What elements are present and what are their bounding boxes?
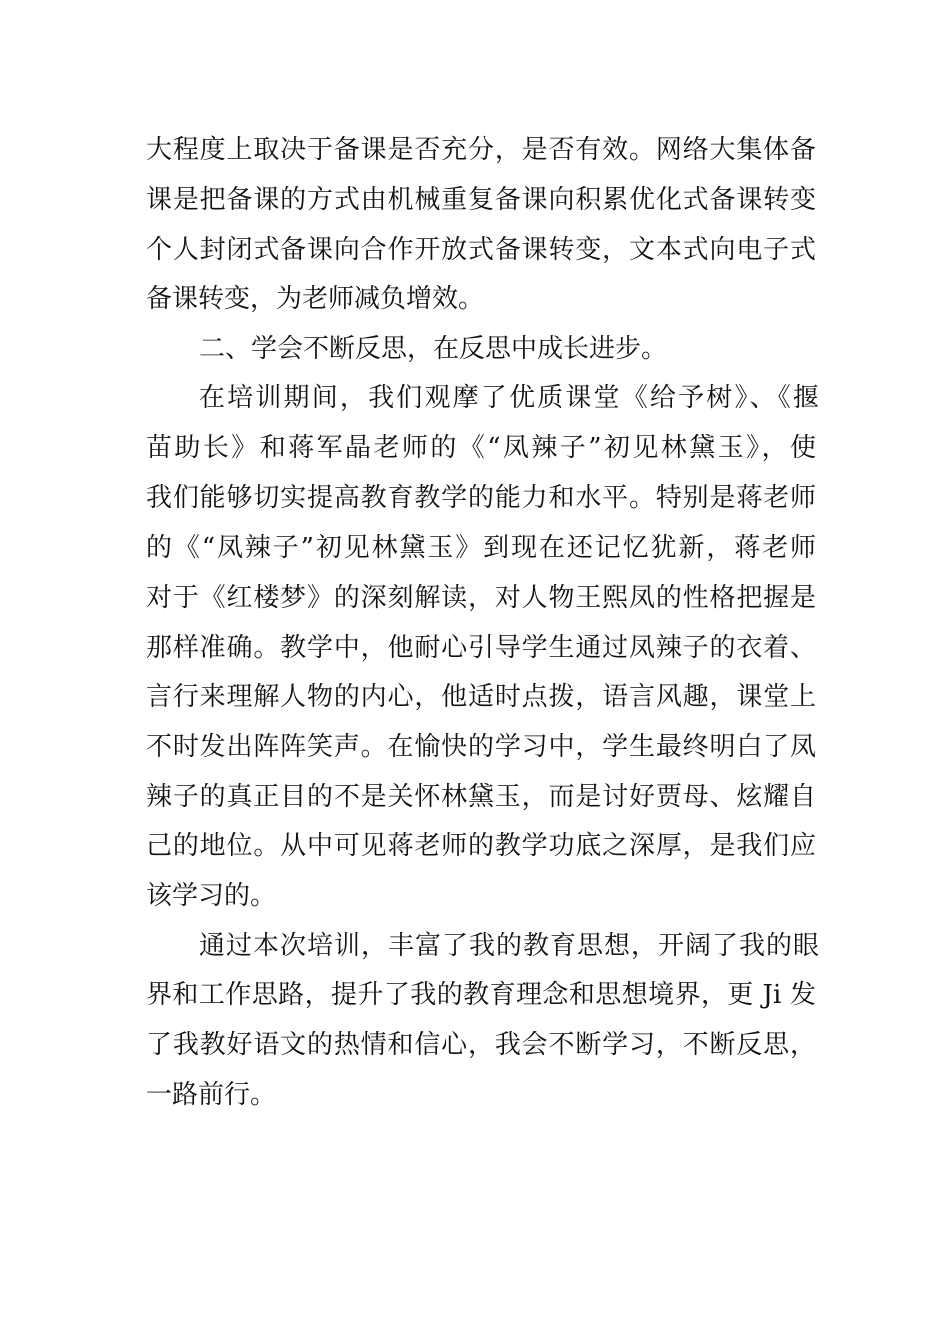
paragraph-3-line-4: 的《“凤辣子”初见林黛玉》到现在还记忆犹新，蒋老师 [146, 533, 816, 563]
paragraph-1-line-4: 备课转变，为老师减负增效。 [146, 284, 485, 314]
paragraph-3-line-11: 该学习的。 [146, 881, 277, 911]
paragraph-3-line-7: 言行来理解人物的内心，他适时点拨，语言风趣，课堂上 [146, 682, 816, 712]
paragraph-4-line-3: 了我教好语文的热情和信心，我会不断学习，不断反思， [146, 1030, 816, 1060]
paragraph-4-line-1: 通过本次培训，丰富了我的教育思想，开阔了我的眼 [199, 931, 819, 961]
paragraph-4-line-2: 界和工作思路，提升了我的教育理念和思想境界，更 Ji 发 [146, 980, 816, 1010]
paragraph-3-line-2: 苗助长》和蒋军晶老师的《“凤辣子”初见林黛玉》，使 [146, 433, 816, 463]
paragraph-3-line-10: 己的地位。从中可见蒋老师的教学功底之深厚，是我们应 [146, 831, 816, 861]
section-heading-2: 二、学会不断反思，在反思中成长进步。 [199, 334, 668, 364]
paragraph-1-line-3: 个人封闭式备课向合作开放式备课转变，文本式向电子式 [146, 235, 816, 265]
paragraph-1-line-1: 大程度上取决于备课是否充分，是否有效。网络大集体备 [146, 135, 816, 165]
paragraph-3-line-9: 辣子的真正目的不是关怀林黛玉，而是讨好贾母、炫耀自 [146, 782, 816, 812]
paragraph-3-line-5: 对于《红楼梦》的深刻解读，对人物王熙凤的性格把握是 [146, 583, 816, 613]
paragraph-4-line-4: 一路前行。 [146, 1080, 277, 1110]
paragraph-1-line-2: 课是把备课的方式由机械重复备课向积累优化式备课转变 [146, 185, 816, 215]
paragraph-3-line-3: 我们能够切实提高教育教学的能力和水平。特别是蒋老师 [146, 483, 816, 513]
paragraph-3-line-8: 不时发出阵阵笑声。在愉快的学习中，学生最终明白了凤 [146, 732, 816, 762]
paragraph-3-line-6: 那样准确。教学中，他耐心引导学生通过凤辣子的衣着、 [146, 633, 816, 663]
paragraph-3-line-1: 在培训期间，我们观摩了优质课堂《给予树》、《揠 [199, 383, 819, 413]
